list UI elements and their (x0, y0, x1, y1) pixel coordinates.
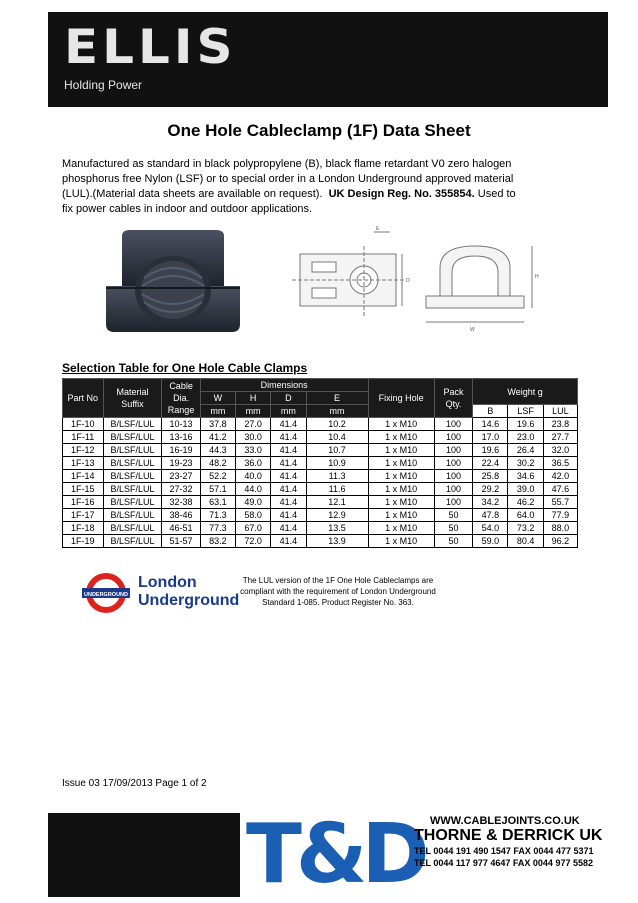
table-cell: 1 x M10 (368, 418, 434, 431)
table-cell: 10.7 (306, 444, 368, 457)
contact-line-1: TEL 0044 191 490 1547 FAX 0044 477 5371 (414, 846, 594, 856)
header-h: H (236, 392, 271, 405)
header-d-unit: mm (271, 405, 306, 418)
table-cell: B/LSF/LUL (103, 444, 162, 457)
london-underground-name (138, 574, 239, 610)
table-cell: 36.0 (236, 457, 271, 470)
table-cell: 77.9 (543, 509, 577, 522)
table-cell: 16-19 (162, 444, 200, 457)
design-reg: UK Design Reg. No. 355854. (328, 188, 475, 200)
table-cell: 83.2 (200, 535, 235, 548)
table-cell: 1F-15 (63, 483, 104, 496)
table-cell: 12.1 (306, 496, 368, 509)
table-cell: 1 x M10 (368, 509, 434, 522)
table-cell: 10.2 (306, 418, 368, 431)
table-cell: B/LSF/LUL (103, 457, 162, 470)
table-cell: 50 (434, 509, 472, 522)
header-e: E (306, 392, 368, 405)
table-cell: 41.4 (271, 522, 306, 535)
table-cell: 100 (434, 457, 472, 470)
table-cell: 39.0 (508, 483, 543, 496)
table-cell: 100 (434, 418, 472, 431)
table-cell: 59.0 (473, 535, 508, 548)
lu-name-line2: Underground (138, 592, 240, 609)
table-cell: 41.4 (271, 483, 306, 496)
table-cell: 52.2 (200, 470, 235, 483)
table-cell: 42.0 (543, 470, 577, 483)
dim-label-h: H (535, 274, 539, 280)
table-cell: 26.4 (508, 444, 543, 457)
table-cell: 14.6 (473, 418, 508, 431)
header-material: Material Suffix (103, 379, 162, 418)
table-cell: 1 x M10 (368, 444, 434, 457)
table-cell: 41.4 (271, 496, 306, 509)
header-weight-lul: LUL (543, 405, 577, 418)
table-cell: 47.8 (473, 509, 508, 522)
table-cell: 13-16 (162, 431, 200, 444)
table-cell: 44.0 (236, 483, 271, 496)
table-cell: 22.4 (473, 457, 508, 470)
table-cell: 67.0 (236, 522, 271, 535)
header-cable-range: Cable Dia. Range (162, 379, 200, 418)
table-cell: 50 (434, 535, 472, 548)
table-cell: 1F-17 (63, 509, 104, 522)
table-cell: 1F-11 (63, 431, 104, 444)
table-cell: 41.4 (271, 431, 306, 444)
table-cell: B/LSF/LUL (103, 522, 162, 535)
table-cell: 1 x M10 (368, 483, 434, 496)
table-cell: 33.0 (236, 444, 271, 457)
table-cell: 19.6 (473, 444, 508, 457)
table-cell: 100 (434, 496, 472, 509)
table-cell: 57.1 (200, 483, 235, 496)
ellis-logo: ELLIS (64, 19, 237, 75)
table-cell: 37.8 (200, 418, 235, 431)
table-cell: B/LSF/LUL (103, 509, 162, 522)
table-cell: 23.0 (508, 431, 543, 444)
table-cell: 73.2 (508, 522, 543, 535)
table-cell: 41.4 (271, 418, 306, 431)
dim-label-d: D (406, 278, 410, 284)
table-cell: 51-57 (162, 535, 200, 548)
table-cell: 38-46 (162, 509, 200, 522)
table-cell: 10.4 (306, 431, 368, 444)
table-row (63, 444, 578, 457)
table-cell: 41.4 (271, 470, 306, 483)
table-cell: 32.0 (543, 444, 577, 457)
table-cell: 29.2 (473, 483, 508, 496)
header-h-unit: mm (236, 405, 271, 418)
table-cell: 47.6 (543, 483, 577, 496)
table-cell: 13.9 (306, 535, 368, 548)
issue-info: Issue 03 17/09/2013 Page 1 of 2 (62, 778, 207, 789)
header-pack-qty: Pack Qty. (434, 379, 472, 418)
table-cell: 30.2 (508, 457, 543, 470)
table-cell: 41.4 (271, 535, 306, 548)
roundel-text: UNDERGROUND (84, 592, 128, 598)
table-cell: 30.0 (236, 431, 271, 444)
table-cell: 1F-19 (63, 535, 104, 548)
table-cell: 1 x M10 (368, 457, 434, 470)
front-view-drawing (420, 238, 550, 334)
table-cell: 10.9 (306, 457, 368, 470)
header-w: W (200, 392, 235, 405)
table-cell: 19.6 (508, 418, 543, 431)
side-view-drawing (290, 226, 420, 338)
table-cell: 54.0 (473, 522, 508, 535)
table-cell: 32-38 (162, 496, 200, 509)
table-cell: 41.4 (271, 444, 306, 457)
table-cell: 23-27 (162, 470, 200, 483)
page-title: One Hole Cableclamp (1F) Data Sheet (167, 121, 471, 140)
table-row (63, 509, 578, 522)
table-cell: 50 (434, 522, 472, 535)
table-cell: 63.1 (200, 496, 235, 509)
table-cell: B/LSF/LUL (103, 483, 162, 496)
contact-line-2: TEL 0044 117 977 4647 FAX 0044 977 5582 (414, 858, 593, 868)
dim-label-w: W (470, 327, 475, 333)
table-cell: 100 (434, 431, 472, 444)
table-cell: B/LSF/LUL (103, 496, 162, 509)
table-cell: 25.8 (473, 470, 508, 483)
table-row (63, 496, 578, 509)
table-cell: 1 x M10 (368, 431, 434, 444)
table-cell: 71.3 (200, 509, 235, 522)
table-cell: B/LSF/LUL (103, 470, 162, 483)
table-cell: 100 (434, 483, 472, 496)
table-row (63, 457, 578, 470)
header-e-unit: mm (306, 405, 368, 418)
table-cell: 10-13 (162, 418, 200, 431)
table-cell: B/LSF/LUL (103, 431, 162, 444)
table-cell: 100 (434, 470, 472, 483)
lul-compliance-note: The LUL version of the 1F One Hole Cableclamps are compliant with the requirement of London Underground Standard 1-085. Product Register No. 363. (240, 576, 436, 607)
table-cell: 77.3 (200, 522, 235, 535)
header-d: D (271, 392, 306, 405)
table-cell: 17.0 (473, 431, 508, 444)
table-cell: 23.8 (543, 418, 577, 431)
table-cell: 11.6 (306, 483, 368, 496)
table-cell: 88.0 (543, 522, 577, 535)
header-weight-b: B (473, 405, 508, 418)
table-row (63, 418, 578, 431)
table-cell: 1F-16 (63, 496, 104, 509)
table-cell: 11.3 (306, 470, 368, 483)
table-cell: B/LSF/LUL (103, 535, 162, 548)
table-cell: 1 x M10 (368, 535, 434, 548)
table-cell: 1F-14 (63, 470, 104, 483)
intro-tail: Used to fix power cables in indoor and outdoor applications. (62, 188, 516, 215)
header-dimensions: Dimensions (200, 379, 368, 392)
table-cell: 100 (434, 444, 472, 457)
table-cell: 12.9 (306, 509, 368, 522)
table-row (63, 431, 578, 444)
table-cell: 49.0 (236, 496, 271, 509)
table-cell: 40.0 (236, 470, 271, 483)
table-cell: 1F-10 (63, 418, 104, 431)
table-cell: 34.6 (508, 470, 543, 483)
table-cell: 36.5 (543, 457, 577, 470)
table-row (63, 535, 578, 548)
header-banner (48, 12, 608, 107)
intro-paragraph (62, 157, 522, 217)
table-cell: 1 x M10 (368, 470, 434, 483)
table-cell: 46-51 (162, 522, 200, 535)
table-cell: 27-32 (162, 483, 200, 496)
table-cell: 34.2 (473, 496, 508, 509)
table-row (63, 470, 578, 483)
clamp-photo (98, 228, 248, 340)
table-cell: 41.4 (271, 457, 306, 470)
table-cell: 1F-13 (63, 457, 104, 470)
table-cell: 44.3 (200, 444, 235, 457)
selection-table (62, 378, 578, 548)
table-cell: 64.0 (508, 509, 543, 522)
footer-block (48, 813, 240, 897)
section-title: Selection Table for One Hole Cable Clamps (62, 361, 308, 375)
table-cell: 27.0 (236, 418, 271, 431)
lu-name-line1: London (138, 574, 197, 591)
table-cell: 58.0 (236, 509, 271, 522)
dim-label-e: E (376, 226, 380, 232)
table-cell: 55.7 (543, 496, 577, 509)
underground-roundel-icon (80, 573, 132, 613)
intro-text: Manufactured as standard in black polypropylene (B), black flame retardant V0 zero halogen phosphorus free Nylon (LSF) or to special order in a London Underground approved material (LUL).(Material data sheets are available on request). (62, 158, 514, 200)
table-row (63, 483, 578, 496)
svg-text:T&D: T&D (246, 807, 424, 902)
table-cell: 1F-12 (63, 444, 104, 457)
table-cell: 41.2 (200, 431, 235, 444)
table-cell: 41.4 (271, 509, 306, 522)
header-fixing-hole: Fixing Hole (368, 379, 434, 418)
website-link[interactable]: WWW.CABLEJOINTS.CO.UK (430, 815, 580, 827)
table-cell: B/LSF/LUL (103, 418, 162, 431)
header-part-no: Part No (63, 379, 104, 418)
header-weight: Weight g (473, 379, 578, 405)
table-cell: 27.7 (543, 431, 577, 444)
table-cell: 46.2 (508, 496, 543, 509)
table-cell: 1 x M10 (368, 496, 434, 509)
table-cell: 72.0 (236, 535, 271, 548)
header-w-unit: mm (200, 405, 235, 418)
td-logo (242, 802, 424, 902)
company-name: THORNE & DERRICK UK (414, 827, 603, 844)
ellis-tagline: Holding Power (64, 78, 143, 92)
table-cell: 13.5 (306, 522, 368, 535)
table-cell: 19-23 (162, 457, 200, 470)
header-weight-lsf: LSF (508, 405, 543, 418)
table-cell: 1 x M10 (368, 522, 434, 535)
table-cell: 1F-18 (63, 522, 104, 535)
table-cell: 96.2 (543, 535, 577, 548)
table-cell: 80.4 (508, 535, 543, 548)
table-row (63, 522, 578, 535)
table-cell: 48.2 (200, 457, 235, 470)
